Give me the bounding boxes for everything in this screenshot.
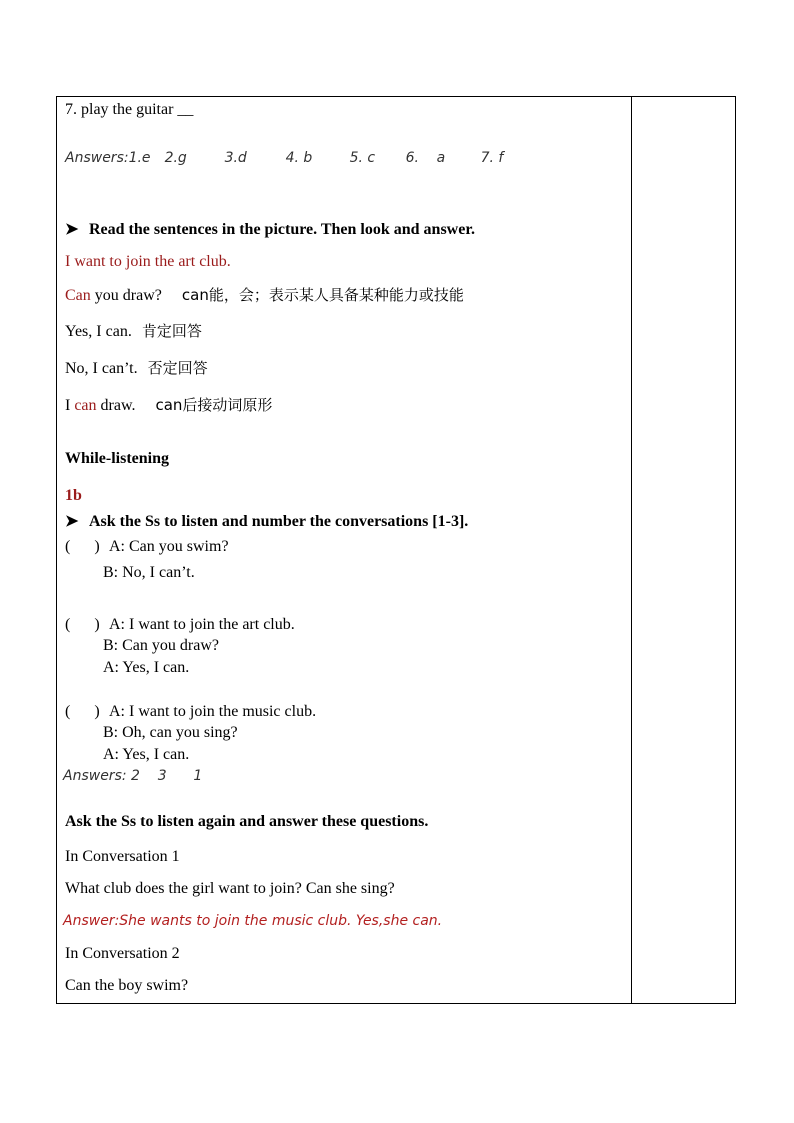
- sentence-art-club: I want to join the art club.: [65, 253, 231, 270]
- can-you-draw-line: [65, 285, 464, 306]
- dialogue-line: B: No, I can’t.: [103, 564, 195, 581]
- arrow-bullet-icon: ➤: [65, 513, 79, 530]
- section-1b-label: 1b: [65, 487, 82, 504]
- question-1: What club does the girl want to join? Can she sing?: [65, 880, 395, 897]
- dialogue-line: A: Can you swim?: [109, 538, 229, 555]
- lesson-table: [56, 96, 736, 1004]
- answer-item: 2.g: [164, 150, 187, 166]
- listen-instruction-text: Ask the Ss to listen and number the conversations [1-3].: [89, 513, 469, 530]
- number-blank: ( ): [65, 616, 100, 633]
- yes-i-can-text: Yes, I can.: [65, 323, 132, 340]
- i-can-draw-line: [65, 395, 272, 416]
- no-i-cant-text: No, I can’t.: [65, 360, 138, 377]
- answer-item: 7. f: [480, 150, 504, 166]
- can-word: can: [74, 397, 97, 414]
- dialogue-line: A: Yes, I can.: [103, 746, 190, 763]
- yes-note: 肯定回答: [141, 322, 202, 340]
- i-word: I: [65, 397, 75, 414]
- answer-item: 4. b: [285, 150, 313, 166]
- listen-instruction: [65, 512, 468, 532]
- can-you-draw-rest: you draw?: [90, 287, 162, 304]
- can-note: can能，会；表示某人具备某种能力或技能: [181, 286, 464, 304]
- number-blank: ( ): [65, 538, 100, 555]
- answer-item: 1.e: [128, 150, 151, 166]
- arrow-bullet-icon: ➤: [65, 221, 79, 238]
- conversation-3-line-1: [65, 702, 316, 722]
- i-can-draw-rest: draw.: [96, 397, 136, 414]
- dialogue-line: B: Oh, can you sing?: [103, 724, 238, 741]
- read-instruction: [65, 220, 475, 240]
- question-2: Can the boy swim?: [65, 977, 189, 994]
- no-note: 否定回答: [147, 359, 208, 377]
- answer-item: 3.d: [224, 150, 247, 166]
- while-listening-heading: While-listening: [65, 450, 170, 467]
- can-rule-note: can后接动词原形: [155, 396, 273, 414]
- dialogue-line: A: I want to join the music club.: [109, 703, 317, 720]
- column-divider: [631, 97, 632, 1003]
- can-word: Can: [65, 287, 91, 304]
- dialogue-line: B: Can you draw?: [103, 637, 219, 654]
- conversation-2-line-1: [65, 615, 295, 635]
- answers-prefix: Answers:: [65, 150, 129, 166]
- answer-item: 5. c: [349, 150, 376, 166]
- read-instruction-text: Read the sentences in the picture. Then look and answer.: [89, 221, 475, 238]
- number-blank: ( ): [65, 703, 100, 720]
- conversation-1-line-1: [65, 537, 229, 557]
- conversation-1-heading: In Conversation 1: [65, 848, 180, 865]
- conversation-2-heading: In Conversation 2: [65, 945, 180, 962]
- listen-again-instruction: Ask the Ss to listen again and answer these questions.: [65, 813, 429, 830]
- answers-matching: [65, 148, 503, 168]
- answers-numbering: Answers: 2 3 1: [63, 768, 203, 784]
- answer-item: a: [436, 150, 446, 166]
- dialogue-line: A: I want to join the art club.: [109, 616, 295, 633]
- item-7: 7. play the guitar __: [65, 101, 194, 118]
- dialogue-line: A: Yes, I can.: [103, 659, 190, 676]
- answer-item: 6.: [405, 150, 419, 166]
- yes-i-can-line: [65, 321, 202, 342]
- answer-question-1: Answer:She wants to join the music club. Yes,she can.: [63, 913, 443, 929]
- no-i-cant-line: [65, 358, 208, 379]
